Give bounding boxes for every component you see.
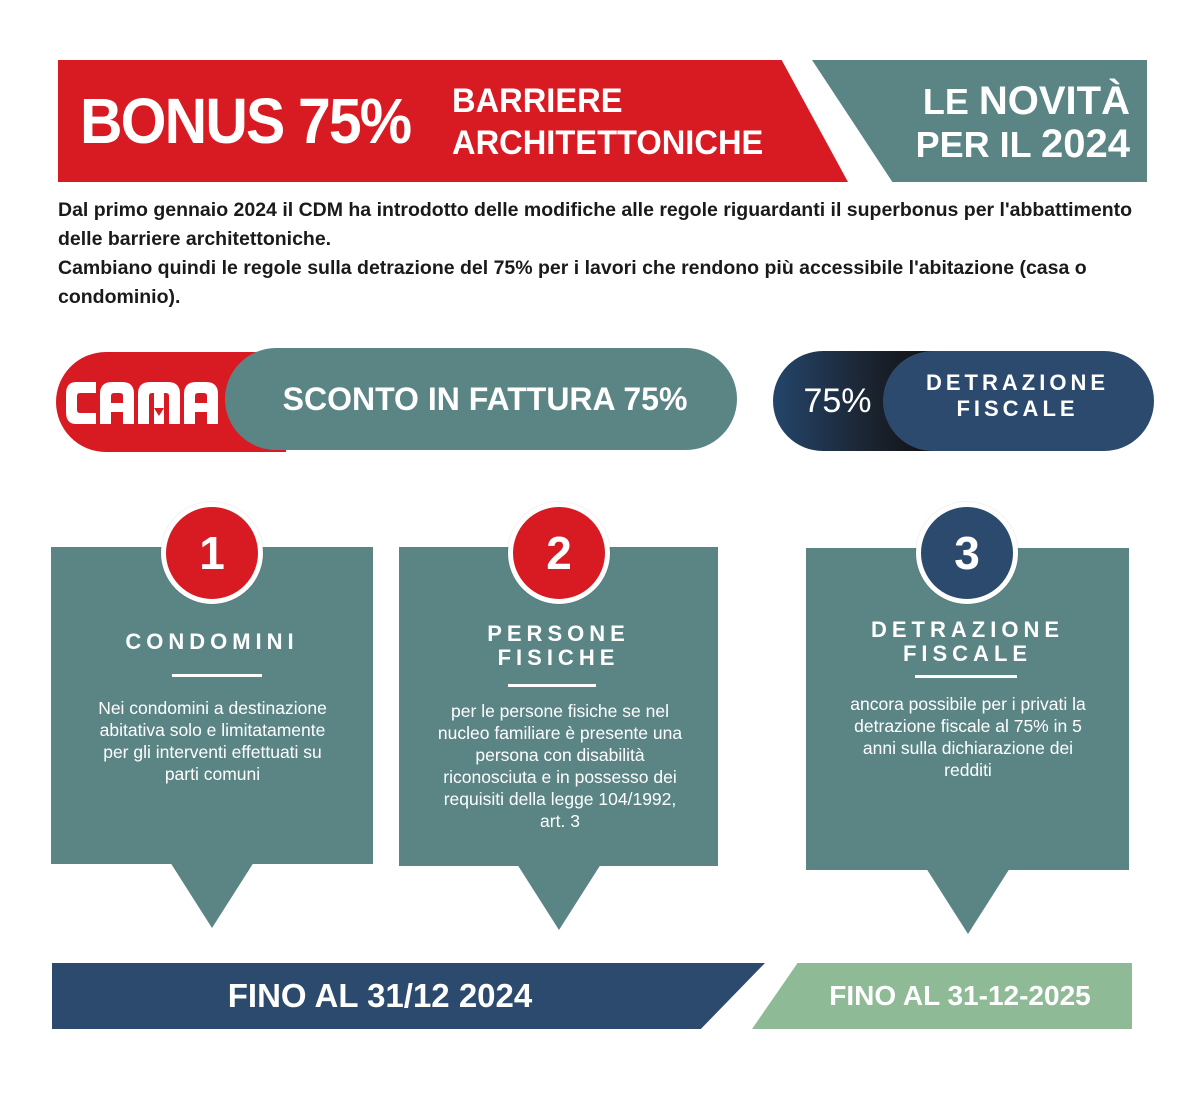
detrazione-line2: FISCALE	[956, 396, 1079, 421]
news-line2-big: 2024	[1041, 122, 1130, 166]
card-2-pointer	[517, 864, 601, 930]
card-1-title-line1: CONDOMINI	[125, 629, 299, 654]
card-2-body: per le persone fisiche se nel nucleo familiare è presente una persona con disabilità riconosciuta e in possesso dei requisiti della legge 104/1992, art. 3	[437, 701, 683, 831]
detrazione-percent: 75%	[803, 382, 872, 420]
bonus-title: BONUS 75%	[80, 85, 411, 157]
card-2-divider	[508, 684, 596, 687]
card-1-pointer	[170, 862, 254, 928]
card-3-title-line1: DETRAZIONE	[871, 617, 1064, 642]
subtitle-line1: BARRIERE	[452, 82, 623, 120]
badge-3: 3	[916, 502, 1018, 604]
card-2-title	[399, 622, 718, 670]
card-1-divider	[172, 674, 262, 677]
badge-2: 2	[508, 502, 610, 604]
card-3-body: ancora possibile per i privati la detrazione fiscale al 75% in 5 anni sulla dichiarazione dei redditi	[850, 694, 1086, 780]
card-2-title-line2: FISICHE	[497, 645, 620, 670]
subtitle-line2: ARCHITETTONICHE	[452, 124, 764, 162]
news-line1-big: NOVITÀ	[978, 79, 1130, 123]
detrazione-label	[890, 370, 1145, 422]
card-3-title	[806, 618, 1129, 666]
intro-paragraph-1: Dal primo gennaio 2024 il CDM ha introdotto delle modifiche alle regole riguardanti il superbonus per l'abbattimento delle barriere architettoniche.	[58, 199, 1133, 250]
news-2024	[916, 80, 1130, 166]
card-3-divider	[915, 675, 1017, 678]
detrazione-line1: DETRAZIONE	[926, 370, 1109, 395]
header-subtitle	[452, 80, 763, 164]
card-3-title-line2: FISCALE	[902, 641, 1033, 666]
sconto-label: SCONTO IN FATTURA 75%	[282, 381, 688, 417]
deadline-navy-text: FINO AL 31/12 2024	[227, 977, 533, 1014]
card-2-title-line1: PERSONE	[487, 621, 630, 646]
news-line1-small: LE	[922, 81, 969, 122]
intro-text	[58, 196, 1153, 312]
card-1-body: Nei condomini a destinazione abitativa solo e limitatamente per gli interventi effettuati su parti comuni	[98, 698, 327, 784]
badge-1: 1	[161, 502, 263, 604]
deadline-green-text: FINO AL 31-12-2025	[829, 980, 1091, 1011]
intro-paragraph-2: Cambiano quindi le regole sulla detrazione del 75% per i lavori che rendono più accessibile l'abitazione (casa o condominio).	[58, 257, 1087, 308]
card-1-title	[51, 630, 373, 654]
news-line2-small: PER IL	[915, 124, 1031, 165]
card-3-pointer	[926, 868, 1010, 934]
cama-logo-icon	[62, 372, 222, 434]
